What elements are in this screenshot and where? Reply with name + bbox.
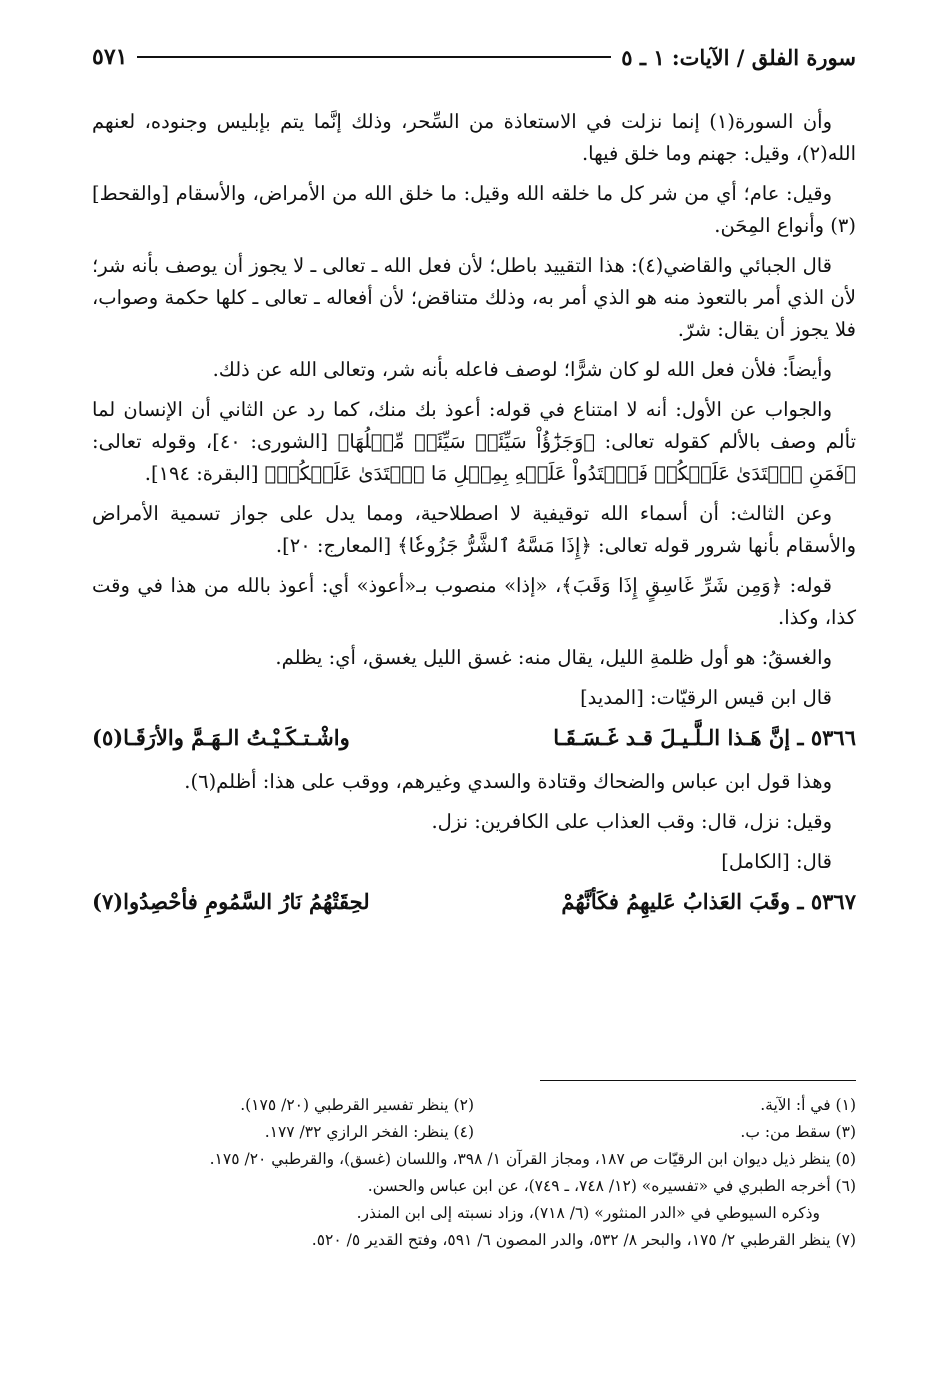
footnote-7: (٧) ينظر القرطبي ٢/ ١٧٥، والبحر ٨/ ٥٣٢، والدر المصون ٦/ ٥٩١، وفتح القدير ٥/ ٥٢٠. — [311, 1231, 856, 1249]
paragraph: قال: [الكامل] — [721, 850, 832, 873]
paragraph: وقيل: نزل، قال: وقب العذاب على الكافرين: نزل. — [431, 810, 832, 833]
footnote-5: (٥) ينظر ذيل ديوان ابن الرقيّات ص ١٨٧، ومجاز القرآن ١/ ٣٩٨، واللسان (غسق)، والقرطبي ٢٠/ ١٧٥. — [209, 1150, 856, 1168]
paragraph: والغسقُ: هو أول ظلمةِ الليل، يقال منه: غسق الليل يغسق، أي: يظلم. — [275, 646, 832, 669]
page-number: ٥٧١ — [92, 44, 128, 70]
footnote-3: (٣) سقط من: ب. — [740, 1123, 856, 1141]
main-text — [92, 106, 856, 930]
poem-verse-5367 — [92, 886, 856, 918]
verse-second-hemistich: لحِقَتْهُمُ نَارُ السَّمُومِ فأحْصِدُوا(٧) — [92, 889, 370, 914]
paragraph: قوله: ﴿وَمِن شَرِّ غَاسِقٍ إِذَا وَقَبَ﴾، «إذا» منصوب بـ«أعوذ» أي: أعوذ بالله من هذا في وقت كذا، وكذا. — [92, 574, 856, 629]
running-title: سورة الفلق / الآيات: ١ ـ ٥ — [621, 44, 856, 70]
paragraph: وقيل: عام؛ أي من شر كل ما خلقه الله وقيل: ما خلق الله من الأمراض، والأسقام [والقحط](٣) وأنواع المِحَن. — [92, 182, 856, 237]
paragraph: قال الجبائي والقاضي(٤): هذا التقييد باطل؛ لأن فعل الله ـ تعالى ـ لا يجوز أن يوصف بأنه شر؛ لأن الذي أمر بالتعوذ منه هو الذي أمر به، وذلك متناقض؛ لأن أفعاله ـ تعالى ـ كلها حكمة وصواب، فلا يجوز أن يقال: شرّ. — [92, 254, 856, 341]
footnote-row — [92, 1119, 856, 1146]
verse-second-hemistich: واشْـتـكَـيْـتُ الـهَـمَّ والأرَقَـا(٥) — [92, 725, 350, 750]
verse-first-hemistich: ٥٣٦٦ ـ إنَّ هَـذا الـلَّـيـلَ قـد غَـسَـقَـا — [553, 725, 856, 750]
poem-verse-5366 — [92, 722, 856, 754]
verse-first-hemistich: ٥٣٦٧ ـ وقَبَ العَذابُ عَليهِمُ فكَأنَّهُمْ — [561, 889, 856, 914]
footnote-2: (٢) ينظر تفسير القرطبي (٢٠/ ١٧٥). — [240, 1096, 474, 1114]
paragraph: وأن السورة(١) إنما نزلت في الاستعاذة من السِّحر، وذلك إنَّما يتم بإبليس وجنوده، لعنهم الله(٢)، وقيل: جهنم وما خلق فيها. — [92, 110, 856, 165]
footnote-row — [92, 1092, 856, 1119]
footnotes — [92, 1092, 856, 1254]
paragraph: قال ابن قيس الرقيّات: [المديد] — [580, 686, 832, 709]
footnote-1: (١) في أ: الآية. — [760, 1096, 856, 1114]
footnote-6: (٦) أخرجه الطبري في «تفسيره» (١٢/ ٧٤٨، ـ ٧٤٩)، عن ابن عباس والحسن. — [367, 1177, 856, 1195]
footnote-6-continued: وذكره السيوطي في «الدر المنثور» (٦/ ٧١٨)، وزاد نسبته إلى ابن المنذر. — [356, 1204, 820, 1222]
paragraph: والجواب عن الأول: أنه لا امتناع في قوله: أعوذ بك منك، كما رد عن الثاني أن الإنسان لما تألم وصف بالألم كقوله تعالى: ﴿وَجَزَٰٓؤُاْ سَيِّئَةٖ سَيِّئَةٞ مِّثۡلُهَا﴾ [الشورى: ٤٠]، وقوله تعالى: ﴿فَمَنِ ٱعۡتَدَىٰ عَلَيۡكُمۡ فَٱعۡتَدُواْ عَلَيۡهِ بِمِثۡلِ مَا ٱعۡتَدَىٰ عَلَيۡكُمۡ﴾ [البقرة: ١٩٤]. — [92, 398, 856, 485]
paragraph: وأيضاً: فلأن فعل الله لو كان شرًّا؛ لوصف فاعله بأنه شر، وتعالى الله عن ذلك. — [212, 358, 832, 381]
paragraph: وهذا قول ابن عباس والضحاك وقتادة والسدي وغيرهم، ووقب على هذا: أظلم(٦). — [184, 770, 832, 793]
header-rule — [137, 56, 611, 58]
footnote-4: (٤) ينظر: الفخر الرازي ٣٢/ ١٧٧. — [264, 1123, 474, 1141]
page-header — [92, 40, 856, 74]
paragraph: وعن الثالث: أن أسماء الله توقيفية لا اصطلاحية، ومما يدل على جواز تسمية الأمراض والأسقام بأنها شرور قوله تعالى: ﴿إِذَا مَسَّهُ ٱلشَّرُّ جَزُوعٗا﴾ [المعارج: ٢٠]. — [92, 502, 856, 557]
footnote-separator — [540, 1080, 856, 1081]
